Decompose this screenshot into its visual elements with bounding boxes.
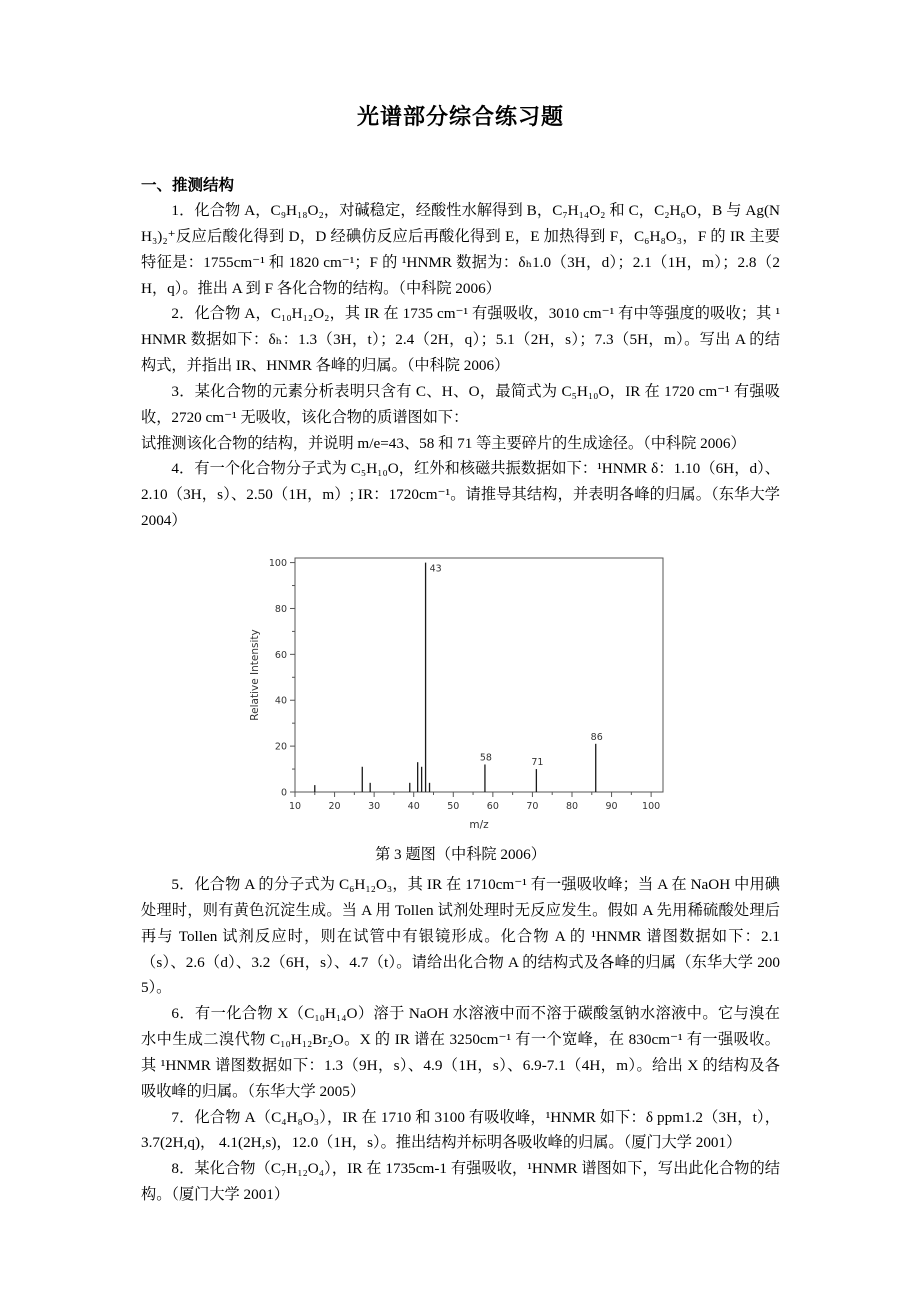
svg-text:40: 40 (274, 695, 287, 707)
svg-text:71: 71 (530, 757, 543, 769)
document-title: 光谱部分综合练习题 (356, 104, 564, 129)
problem-3-continuation: 试推测该化合物的结构，并说明 m/e=43、58 和 71 等主要碎片的生成途径。（中科院 2006） (141, 434, 746, 452)
svg-text:60: 60 (486, 800, 499, 812)
svg-text:0: 0 (280, 787, 287, 799)
svg-text:58: 58 (479, 752, 492, 764)
svg-text:80: 80 (565, 800, 578, 812)
svg-text:50: 50 (446, 800, 459, 812)
problem-5-text: 5．化合物 A 的分子式为 C₆H₁₂O₃，其 IR 在 1710cm⁻¹ 有一强吸收峰；当 A 在 NaOH 中用碘处理时，则有黄色沉淀生成。当 A 用 Tollen 试剂处理时无反应发生。假如 A 先用稀硫酸处理后再与 Tollen 试剂反应时，则在试管中有银镜形成。化合物 A 的 ¹HNMR 谱图数据如下：2.1（s）、2.6（d）、3.2（6H，s）、4.7（t）。请给出化合物 A 的结构式及各峰的归属（东华大学 2005）。 (141, 875, 780, 997)
problem-6-text: 6．有一化合物 X（C₁₀H₁₄O）溶于 NaOH 水溶液中而不溶于碳酸氢钠水溶液中。它与溴在水中生成二溴代物 C₁₀H₁₂Br₂O。X 的 IR 谱在 3250cm⁻¹ 有一个宽峰，在 830cm⁻¹ 有一强吸收。其 ¹HNMR 谱图数据如下：1.3（9H，s）、4.9（1H，s）、6.9-7.1（4H，m）。给出 X 的结构及各吸收峰的归属。（东华大学 2005） (141, 1005, 780, 1100)
problem-7-text: 7．化合物 A（C₄H₈O₃），IR 在 1710 和 3100 有吸收峰，¹HNMR 如下：δ ppm1.2（3H，t），3.7(2H,q)， 4.1(2H,s)，12.0（1H，s）。推出结构并标明各吸收峰的归属。（厦门大学 2001） (141, 1108, 780, 1152)
figure-caption: 第 3 题图（中科院 2006） (375, 845, 546, 863)
svg-text:90: 90 (605, 800, 618, 812)
svg-text:100: 100 (268, 558, 287, 570)
svg-text:20: 20 (328, 800, 341, 812)
svg-text:10: 10 (288, 800, 301, 812)
svg-text:60: 60 (274, 649, 287, 661)
svg-text:100: 100 (641, 800, 660, 812)
problem-3-text: 3．某化合物的元素分析表明只含有 C、H、O，最简式为 C₅H₁₀O，IR 在 1720 cm⁻¹ 有强吸收，2720 cm⁻¹ 无吸收，该化合物的质谱图如下： (141, 382, 780, 426)
svg-text:40: 40 (407, 800, 420, 812)
problem-4-text: 4．有一个化合物分子式为 C₅H₁₀O，红外和核磁共振数据如下：¹HNMR δ：1.10（6H，d）、2.10（3H，s）、2.50（1H，m）; IR：1720cm⁻¹。请推导其结构，并表明各峰的归属。（东华大学 2004） (141, 460, 780, 530)
svg-text:20: 20 (274, 741, 287, 753)
mass-spectrum-chart (245, 544, 677, 836)
svg-text:43: 43 (429, 563, 442, 575)
svg-text:Relative Intensity: Relative Intensity (248, 629, 261, 721)
mass-spectrum-figure (141, 544, 780, 841)
problem-2-text: 2．化合物 A，C₁₀H₁₂O₂，其 IR 在 1735 cm⁻¹ 有强吸收，3010 cm⁻¹ 有中等强度的吸收；其 ¹HNMR 数据如下：δₕ：1.3（3H，t）；2.4（2H，q）；5.1（2H，s）；7.3（5H，m）。写出 A 的结构式，并指出 IR、HNMR 各峰的归属。（中科院 2006） (141, 305, 780, 375)
problem-1-text: 1．化合物 A，C₉H₁₈O₂，对碱稳定，经酸性水解得到 B，C₇H₁₄O₂ 和 C，C₂H₆O，B 与 Ag(NH₃)₂⁺反应后酸化得到 D，D 经碘仿反应后再酸化得到 E，E 加热得到 F，C₆H₈O₃，F 的 IR 主要特征是：1755cm⁻¹ 和 1820 cm⁻¹；F 的 ¹HNMR 数据为：δₕ1.0（3H，d）；2.1（1H，m）；2.8（2H，q）。推出 A 到 F 各化合物的结构。（中科院 2006） (141, 202, 780, 297)
svg-text:m/z: m/z (468, 818, 489, 831)
problem-8-text: 8．某化合物（C₇H₁₂O₄），IR 在 1735cm-1 有强吸收，¹HNMR 谱图如下，写出此化合物的结构。（厦门大学 2001） (141, 1160, 780, 1204)
svg-text:70: 70 (525, 800, 538, 812)
svg-text:30: 30 (367, 800, 380, 812)
svg-text:80: 80 (274, 603, 287, 615)
svg-text:86: 86 (590, 731, 603, 743)
section-heading: 一、推测结构 (141, 177, 235, 194)
